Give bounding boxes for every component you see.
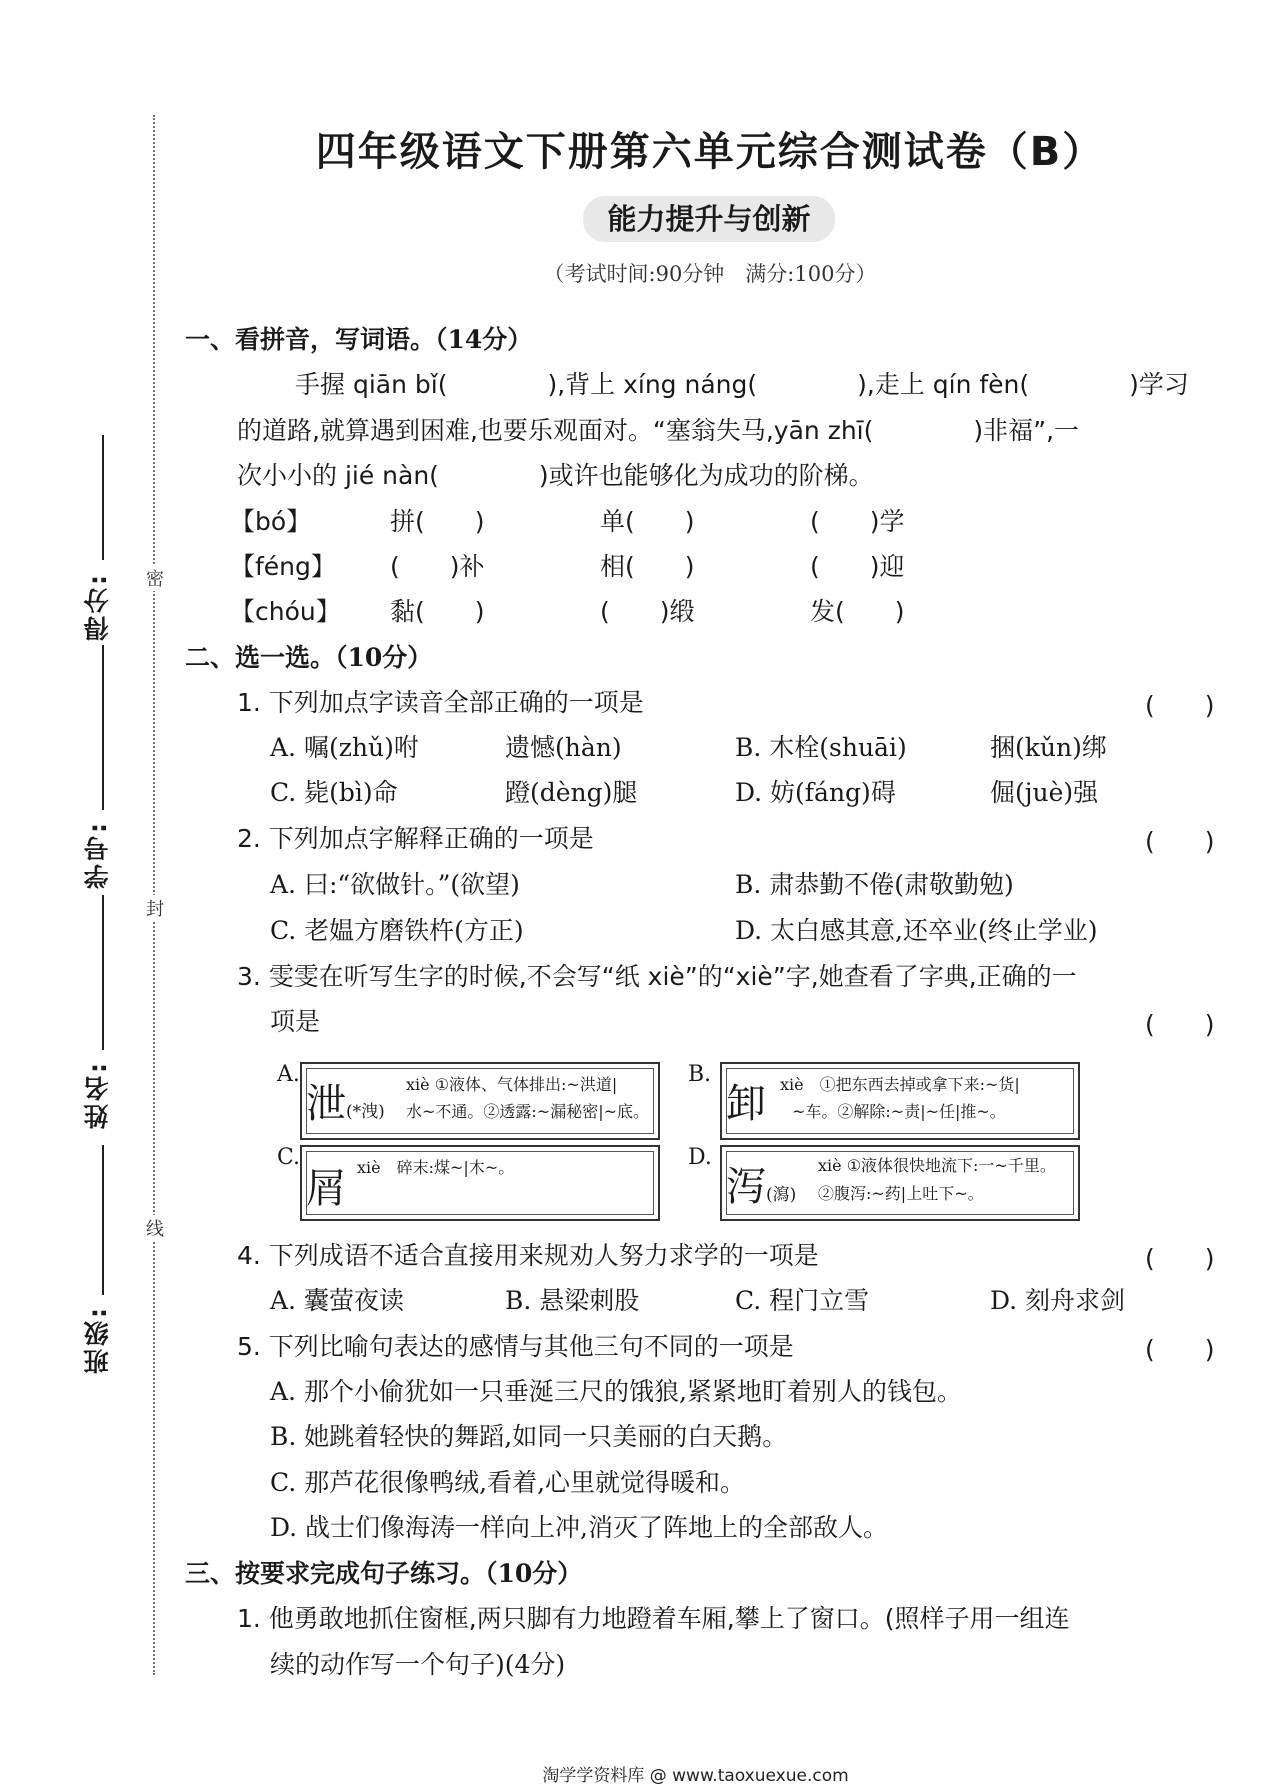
- pinyin-row-item[interactable]: 发( ): [810, 597, 905, 626]
- score-fill-line[interactable]: [102, 435, 104, 560]
- q1-option[interactable]: C. 毙(bì)命: [270, 778, 398, 807]
- dict-card-d[interactable]: [720, 1145, 1080, 1221]
- dict-option-letter: D.: [688, 1145, 712, 1170]
- section3-q1-line: 续的动作写一个句子)(4分): [270, 1650, 566, 1679]
- name-fill-line[interactable]: [102, 895, 104, 1050]
- pinyin-row-item[interactable]: 相( ): [600, 552, 695, 581]
- dict-definition-line: xiè ①液体、气体排出:~洪道|: [406, 1075, 618, 1094]
- class-label: 班级:: [83, 1305, 112, 1374]
- pinyin-row-item[interactable]: ( )缎: [600, 597, 695, 626]
- name-label: 姓名:: [83, 1060, 112, 1129]
- dict-headword: [306, 1072, 385, 1129]
- question-2-stem: 2. 下列加点字解释正确的一项是: [237, 824, 594, 853]
- q2-option[interactable]: A. 曰:“欲做针。”(欲望): [270, 870, 520, 899]
- pinyin-row-item[interactable]: 黏( ): [390, 597, 485, 626]
- answer-paren[interactable]: ( ): [1145, 691, 1215, 720]
- dict-definition-line: xiè ①液体很快地流下:一~千里。: [818, 1156, 1056, 1175]
- dict-headword-char: 泄: [306, 1081, 346, 1127]
- answer-paren[interactable]: ( ): [1145, 827, 1215, 856]
- q5-option[interactable]: A. 那个小偷犹如一只垂涎三尺的饿狼,紧紧地盯着别人的钱包。: [270, 1377, 962, 1406]
- question-5-stem: 5. 下列比喻句表达的感情与其他三句不同的一项是: [237, 1332, 794, 1361]
- q1-option[interactable]: 倔(juè)强: [990, 778, 1099, 807]
- dict-option-letter: C.: [277, 1145, 301, 1170]
- footer-watermark: 淘学学资料库 @ www.taoxuexue.com: [542, 1766, 849, 1786]
- student-number-fill-line[interactable]: [102, 645, 104, 810]
- q5-option[interactable]: B. 她跳着轻快的舞蹈,如同一只美丽的白天鹅。: [270, 1422, 788, 1451]
- q2-option[interactable]: C. 老媪方磨铁杵(方正): [270, 916, 524, 945]
- q1-option[interactable]: B. 木栓(shuāi): [735, 733, 907, 762]
- section3-q1-line: 1. 他勇敢地抓住窗框,两只脚有力地蹬着车厢,攀上了窗口。(照样子用一组连: [237, 1604, 1070, 1633]
- question-3-stem: 3. 雯雯在听写生字的时候,不会写“纸 xiè”的“xiè”字,她查看了字典,正确的一: [237, 962, 1077, 991]
- dict-card-a[interactable]: [300, 1062, 660, 1140]
- section1-para-line: 的道路,就算遇到困难,也要乐观面对。“塞翁失马,yān zhī( )非福”,一: [237, 416, 1080, 445]
- q1-option[interactable]: 遗憾(hàn): [505, 733, 622, 762]
- q4-option[interactable]: A. 囊萤夜读: [270, 1286, 404, 1315]
- page-title: 四年级语文下册第六单元综合测试卷（B）: [315, 129, 1105, 175]
- answer-paren[interactable]: ( ): [1145, 1244, 1215, 1273]
- exam-info: （考试时间:90分钟 满分:100分）: [543, 262, 877, 286]
- answer-paren[interactable]: ( ): [1145, 1010, 1215, 1039]
- pinyin-row-item[interactable]: ( )学: [810, 507, 905, 536]
- dict-option-letter: A.: [277, 1062, 300, 1087]
- score-label: 得分:: [83, 572, 112, 641]
- class-fill-line[interactable]: [102, 1145, 104, 1295]
- dict-definition-line: 水~不通。②透露:~漏秘密|~底。: [406, 1102, 650, 1121]
- q4-option[interactable]: C. 程门立雪: [735, 1286, 870, 1315]
- pinyin-row-item[interactable]: 单( ): [600, 507, 695, 536]
- section1-para-line: 手握 qiān bǐ( ),背上 xíng náng( ),走上 qín fèn( )学习: [295, 370, 1189, 399]
- section1-heading: 一、看拼音，写词语。（14分）: [185, 325, 533, 354]
- q2-option[interactable]: D. 太白感其意,还卒业(终止学业): [735, 916, 1098, 945]
- section2-heading: 二、选一选。（10分）: [185, 643, 433, 672]
- q1-option[interactable]: 蹬(dèng)腿: [505, 778, 638, 807]
- q4-option[interactable]: D. 刻舟求剑: [990, 1286, 1126, 1315]
- dict-headword-variant: (瀉): [766, 1185, 797, 1205]
- q4-option[interactable]: B. 悬梁刺股: [505, 1286, 640, 1315]
- pinyin-row-item[interactable]: ( )补: [390, 552, 485, 581]
- dict-headword-variant: (*洩): [346, 1102, 385, 1122]
- dict-headword-char: 泻: [726, 1164, 766, 1210]
- q5-option[interactable]: C. 那芦花很像鸭绒,看着,心里就觉得暖和。: [270, 1468, 746, 1497]
- seal-char-feng: 封: [146, 895, 164, 921]
- dict-definition-line: xiè 碎末:煤~|木~。: [357, 1158, 515, 1177]
- dict-card-c[interactable]: [300, 1145, 660, 1221]
- student-number-label: 学号:: [83, 820, 112, 889]
- pinyin-row-label: 【bó】: [230, 507, 312, 536]
- question-1-stem: 1. 下列加点字读音全部正确的一项是: [237, 688, 644, 717]
- dict-definition-line: xiè ①把东西去掉或拿下来:~货|: [780, 1075, 1020, 1094]
- dict-headword: [306, 1157, 346, 1214]
- pinyin-row-item[interactable]: 拼( ): [390, 507, 485, 536]
- pinyin-row-item[interactable]: ( )迎: [810, 552, 905, 581]
- section1-para-line: 次小小的 jié nàn( )或许也能够化为成功的阶梯。: [237, 461, 874, 490]
- question-3-stem-cont: 项是: [270, 1007, 321, 1036]
- question-4-stem: 4. 下列成语不适合直接用来规劝人努力求学的一项是: [237, 1241, 819, 1270]
- dict-definition-line: ②腹泻:~药|上吐下~。: [818, 1184, 984, 1203]
- seal-char-mi: 密: [146, 565, 164, 591]
- dict-headword-char: 屑: [306, 1166, 346, 1212]
- dict-card-b[interactable]: [720, 1062, 1080, 1140]
- dict-headword: [726, 1072, 766, 1129]
- section3-heading: 三、按要求完成句子练习。（10分）: [185, 1559, 583, 1588]
- pinyin-row-label: 【féng】: [230, 552, 336, 581]
- subtitle-badge: 能力提升与创新: [583, 196, 835, 242]
- q5-option[interactable]: D. 战士们像海涛一样向上冲,消灭了阵地上的全部敌人。: [270, 1513, 888, 1542]
- seal-char-xian: 线: [146, 1215, 164, 1241]
- dict-option-letter: B.: [688, 1062, 712, 1087]
- q1-option[interactable]: D. 妨(fáng)碍: [735, 778, 896, 807]
- q1-option[interactable]: A. 嘱(zhǔ)咐: [270, 733, 419, 762]
- q1-option[interactable]: 捆(kǔn)绑: [990, 733, 1107, 762]
- q2-option[interactable]: B. 肃恭勤不倦(肃敬勤勉): [735, 870, 1014, 899]
- dict-definition-line: ~车。②解除:~责|~任|推~。: [792, 1102, 1006, 1121]
- dict-headword-char: 卸: [726, 1081, 766, 1127]
- dict-headword: [726, 1155, 796, 1212]
- answer-paren[interactable]: ( ): [1145, 1335, 1215, 1364]
- pinyin-row-label: 【chóu】: [230, 597, 341, 626]
